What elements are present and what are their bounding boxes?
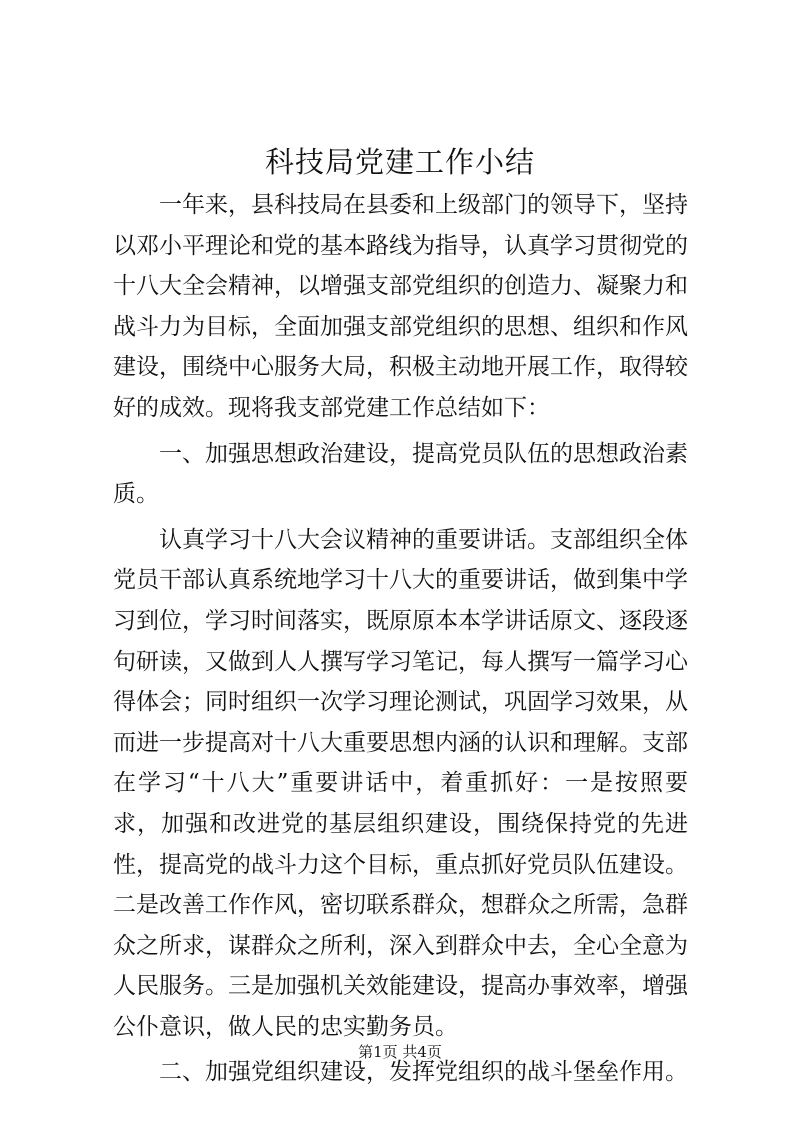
intro-paragraph: 一年来，县科技局在县委和上级部门的领导下，坚持以邓小平理论和党的基本路线为指导，认真学习贯彻党的十八大全会精神，以增强支部党组织的创造力、凝聚力和战斗力为目标，全面加强支部党组织的思想、组织和作风建设，围绕中心服务大局，积极主动地开展工作，取得较好的成效。现将我支部党建工作总结如下： [113,192,688,421]
document-title: 科技局党建工作小结 [264,145,535,179]
document-body [113,185,688,1098]
section-heading-1: 一、加强思想政治建设，提高党员队伍的思想政治素质。 [113,440,688,508]
section-1-paragraph: 认真学习十八大会议精神的重要讲话。支部组织全体党员干部认真系统地学习十八大的重要讲话，做到集中学习到位，学习时间落实，既原原本本学讲话原文、逐段逐句研读，又做到人人撰写学习笔记，每人撰写一篇学习心得体会；同时组织一次学习理论测试，巩固学习效果，从而进一步提高对十八大重要思想内涵的认识和理解。支部在学习“十八大”重要讲话中，着重抓好：一是按照要求，加强和改进党的基层组织建设，围绕保持党的先进性，提高党的战斗力这个目标，重点抓好党员队伍建设。二是改善工作作风，密切联系群众，想群众之所需，急群众之所求，谋群众之所利，深入到群众中去，全心全意为人民服务。三是加强机关效能建设，提高办事效率，增强公仆意识，做人民的忠实勤务员。 [113,526,688,1040]
section-heading-2: 二、加强党组织建设，发挥党组织的战斗堡垒作用。 [159,1059,688,1086]
page-footer: 第1页 共4页 [358,1043,442,1061]
